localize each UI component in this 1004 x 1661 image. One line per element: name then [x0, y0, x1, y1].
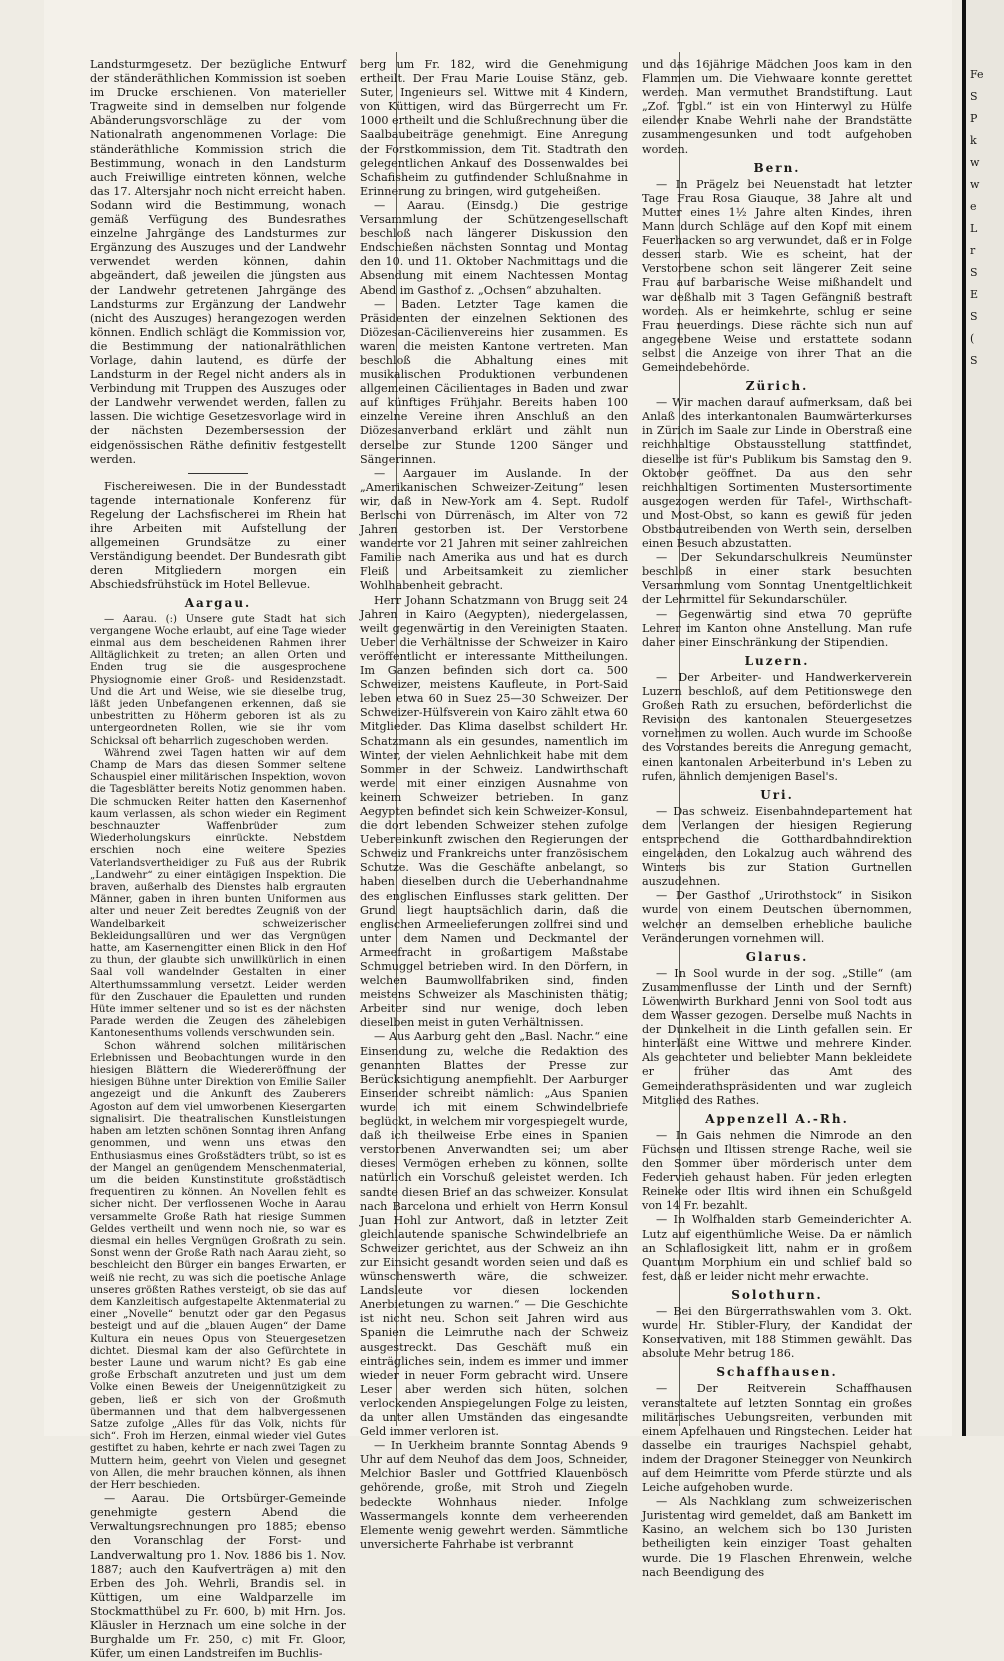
article-joos: und das 16jährige Mädchen Joos kam in den Flammen um. Die Viehwaare konnte gerettet werden. Man vermuthet Brandstiftung. Laut „Zof. Tgbl.“ ist ein von Hinterwyl zu Hülfe eilender Knabe Wehrli nahe der Brandstätte zusammengesunken und todt aufgehoben worden. [642, 58, 912, 156]
article-neumuenster: — Der Sekundarschulkreis Neumünster beschloß in einer stark besuchten Versammlung vom Sonntag Unentgeltlichkeit der Lehrmittel für Sekundarschüler. [642, 551, 912, 607]
next-page-fragments [970, 64, 1000, 372]
article-aargauer-ausland: — Aargauer im Auslande. In der „Amerikanischen Schweizer-Zeitung“ lesen wir, daß in New-York am 4. Sept. Rudolf Berlschi von Dürrenäsch, im Alter von 72 Jahren gestorben ist. Der Verstorbene wanderte vor 21 Jahren mit seiner zahlreichen Familie nach Amerika aus und hat es durch Fleiß und Arbeitsamkeit zu ziemlicher Wohlhabenheit gebracht. [360, 466, 628, 593]
section-heading-aargau: Aargau. [184, 596, 252, 611]
article-landsturmgesetz: Landsturmgesetz. Der bezügliche Entwurf der ständeräthlichen Kommission ist soeben im Drucke erschienen. Von materieller Tragweite sind in demselben nur folgende Abänderungsvorschläge zu der vom Nationalrath angenommenen Vorlage: Die ständeräthliche Kommission strich die Bestimmung, wonach in den Landsturm auch Freiwillige eintreten können, welche das 17. Altersjahr noch nicht erreicht haben. Sodann wird die Bestimmung, wonach gemäß Verfügung des Bundesrathes einzelne Jahrgänge des Landsturmes zur Ergänzung des Auszuges und der Landwehr verwendet werden können, dahin abgeändert, daß jeweilen die jüngsten aus der Landwehr getretenen Jahrgänge des Landsturms zur Ergänzung der Landwehr (nicht des Auszuges) herangezogen werden können. Endlich schlägt die Kommission vor, die Bestimmung der nationalräthlichen Vorlage, dahin lautend, es dürfe der Landsturm in der Regel nicht anders als in Verbindung mit Truppen des Auszuges oder der Landwehr verwendet werden, fallen zu lassen. Die wichtige Gesetzesvorlage wird in der nächsten Dezembersession der eidgenössischen Räthe definitiv festgestellt werden. [90, 58, 346, 466]
edge-fragment: ( [970, 332, 975, 345]
edge-fragment: L [970, 222, 978, 235]
section-heading-glarus: Glarus. [745, 949, 809, 964]
section-heading-appenzell: Appenzell A.-Rh. [705, 1111, 849, 1126]
article-gotthardbahn: — Das schweiz. Eisenbahndepartement hat dem Verlangen der hiesigen Regierung entsprechend die Gotthardbahndirektion eingeladen, den Lokalzug auch während des Winters bis zur Station Gurtnellen auszudehnen. [642, 804, 912, 889]
article-fischereiwesen: Fischereiwesen. Die in der Bundesstadt tagende internationale Konferenz für Regelung der Lachsfischerei im Rhein hat ihre Arbeiten mit Aufstellung der allgemeinen Grundsätze zu einer Verständigung beendet. Der Bundesrath gibt deren Mitgliedern morgen ein Abschiedsfrühstück im Hotel Bellevue. [90, 479, 346, 592]
article-schatzmann: Herr Johann Schatzmann von Brugg seit 24 Jahren in Kairo (Aegypten), niedergelassen, weilt gegenwärtig in den Vereinigten Staaten. Ueber die Verhältnisse der Schweizer in Kairo veröffentlicht er interessante Mittheilungen. Im Ganzen befinden sich dort ca. 500 Schweizer, meistens Kaufleute, in Port-Said leben etwa 60 in Suez 25—30 Schweizer. Der Schweizer-Hülfsverein von Kairo zählt etwa 60 Mitglieder. Das Klima daselbst schildert Hr. Schatzmann als ein gesundes, namentlich im Winter, der vielen Aehnlichkeit habe mit dem Sommer in der Schweiz. Landwirthschaft werde mit einer einzigen Ausnahme von keinem Schweizer betrieben. In ganz Aegypten befindet sich kein Schweizer-Konsul, die dort lebenden Schweizer stehen zufolge Uebereinkunft zwischen den Regierungen der Schweiz und Frankreichs unter französischem Schutze. Was die Geschäfte anbelangt, so haben dieselben durch die Ueberhandnahme des englischen Einflusses stark gelitten. Der Grund liegt hauptsächlich darin, daß die englischen Armeelieferungen zollfrei sind und unter dem Namen und Deckmantel der Armeefracht in großartigem Maßstabe Schmuggel betrieben wird. In den Dörfern, in welchen Baumwollfabriken sind, finden meistens Schweizer als Maschinisten thätig; Arbeiter sind nur wenige, doch leben dieselben meist in guten Verhältnissen. [360, 593, 628, 1030]
section-heading-uri: Uri. [760, 787, 794, 802]
edge-fragment: S [970, 90, 978, 103]
section-heading-solothurn: Solothurn. [731, 1287, 823, 1302]
article-buergerrecht: berg um Fr. 182, wird die Genehmigung ertheilt. Der Frau Marie Louise Stänz, geb. Suter, Ingenieurs sel. Wittwe mit 4 Kindern, von Küttigen, wird das Bürgerrecht um Fr. 1000 ertheilt und die Schlußrechnung über die Saalbaubeiträge genehmigt. Eine Anregung der Forstkommission, dem Tit. Stadtrath den gelegentlichen Ankauf des Dossenwaldes bei Schafisheim zu gutfindender Schlußnahme in Erinnerung zu bringen, wird gutgeheißen. [360, 58, 628, 198]
next-page-edge [962, 0, 1004, 1436]
article-obstausstellung: — Wir machen darauf aufmerksam, daß bei Anlaß des interkantonalen Baumwärterkurses in Zürich im Saale zur Linde in Oberstraß eine reichhaltige Obstausstellung stattfindet, dieselbe ist für's Publikum bis Samstag den 9. Oktober geöffnet. Da aus den sehr reichhaltigen Sortimenten Mustersortimente ausgezogen werden für Tafel-, Wirthschaft- und Most-Obst, so kann es gewiß für jeden Obstbautreibenden von Werth sein, derselben einen Besuch abzustatten. [642, 396, 912, 551]
article-aarburg: — Aus Aarburg geht den „Basl. Nachr.“ eine Einsendung zu, welche die Redaktion des genannten Blattes der Presse zur Berücksichtigung anempfiehlt. Der Aarburger Einsender schreibt nämlich: „Aus Spanien wurde ich mit einem Schwindelbriefe beglückt, in welchem mir vorgespiegelt wurde, daß ich theilweise Erbe eines in Spanien verstorbenen Anverwandten sei; um aber dieses Vermögen erheben zu können, sollte natürlich ein Vorschuß geleistet werden. Ich sandte diesen Brief an das schweizer. Konsulat nach Barcelona und erhielt von Herrn Konsul Juan Hohl zur Antwort, daß in letzter Zeit gleichlautende spanische Schwindelbriefe an Schweizer gerichtet, aus der Schweiz an ihn zur Einsicht gesandt worden seien und daß es wünschenswerth wäre, die schweizer. Landsleute vor diesen lockenden Anerbietungen zu warnen.“ — Die Geschichte ist nicht neu. Schon seit Jahren wird aus Spanien die Leimruthe nach der Schweiz ausgestreckt. Das Geschäft muß ein einträgliches sein, indem es immer und immer wieder in neuer Form gebracht wird. Unsere Leser aber werden sich hüten, solchen verlockenden Anspiegelungen Folge zu leisten, da unter allen Umständen das eingesandte Geld immer verloren ist. [360, 1030, 629, 1439]
article-schuetzen: — Aarau. (Einsdg.) Die gestrige Versammlung der Schützengesellschaft beschloß nach längerer Diskussion den Endschießen nächsten Sonntag und Montag den 10. und 11. Oktober Nachmittags und die Absendung mit einem Nachtessen Montag Abend im Gasthof z. „Ochsen“ abzuhalten. [360, 198, 628, 297]
edge-fragment: S [970, 310, 978, 323]
section-heading-bern: Bern. [753, 160, 801, 175]
article-aarau-stadt: — Aarau. (:) Unsere gute Stadt hat sich vergangene Woche erlaubt, auf eine Tage wieder einmal aus dem bescheidenen Rahmen ihrer Alltäglichkeit zu treten; an allen Orten und Enden trug sie die ausgesprochene Physiognomie einer Groß- und Residenzstadt. Und die Art und Weise, wie sie dieselbe trug, läßt jeden Unbefangenen erkennen, daß sie unbestritten zu Höherm geboren ist als zu untergeordneten Rollen, wie sie ihr vom Schicksal oft beharrlich zugeschoben werden. [90, 613, 346, 747]
section-heading-schaffhausen: Schaffhausen. [716, 1365, 838, 1380]
article-lehrer: — Gegenwärtig sind etwa 70 geprüfte Lehrer im Kanton ohne Anstellung. Man rufe daher einer Einschränkung der Stipendien. [642, 607, 912, 649]
article-arbeiterverein: — Der Arbeiter- und Handwerkerverein Luzern beschloß, auf dem Petitionswege den Großen Rath zu ersuchen, beförderlichst die Revision des kantonalen Steuergesetzes vornehmen zu wollen. Auch wurde im Schooße des Vorstandes bereits die Anregung gemacht, einen kantonalen Arbeiterbund in's Leben zu rufen, ähnlich demjenigen Basel's. [642, 670, 912, 783]
article-ortsbuerger: — Aarau. Die Ortsbürger-Gemeinde genehmigte gestern Abend die Verwaltungsrechnungen pro 1885; ebenso den Voranschlag der Forst- und Landverwaltung pro 1. Nov. 1886 bis 1. Nov. 1887; auch den Kaufverträgen a) mit den Erben des Joh. Wehrli, Brandis sel. in Küttigen, um eine Waldparzelle im Stockmatthübel zu Fr. 600, b) mit Hrn. Jos. Kläusler in Herznach um eine solche in der Burghalde um Fr. 250, c) mit Fr. Gloor, Küfer, um einen Landstreifen im Buchlis- [90, 1492, 346, 1661]
article-wolfhalden: — In Wolfhalden starb Gemeinderichter A. Lutz auf eigenthümliche Weise. Da er nämlich an Schlaflosigkeit litt, nahm er in großem Quantum Morphium ein und schlief bald so fest, daß er leider nicht mehr erwachte. [642, 1213, 912, 1283]
article-praegelz: — In Prägelz bei Neuenstadt hat letzter Tage Frau Rosa Giauque, 38 Jahre alt und Mutter eines 1½ Jahre alten Kindes, ihren Mann durch Schläge auf den Kopf mit einem Feuerhacken so arg verwundet, daß er in Folge dessen starb. Wie es scheint, hat der Verstorbene schon seit längerer Zeit seine Frau auf barbarische Weise mißhandelt und war deßhalb mit 3 Tagen Gefängniß bestraft worden. Als er heimkehrte, schlug er seine Frau neuerdings. Diese rächte sich nun auf angegebene Weise und erstattete sodann selbst die Anzeige von ihrer That an die Gemeindebehörde. [642, 177, 912, 374]
edge-fragment: w [970, 178, 980, 191]
edge-fragment: S [970, 266, 978, 279]
edge-fragment: k [970, 134, 977, 147]
edge-fragment: E [970, 288, 979, 301]
article-baden: — Baden. Letzter Tage kamen die Präsidenten der einzelnen Sektionen des Diözesan-Cäcilienvereins hier zusammen. Es waren die meisten Kantone vertreten. Man beschloß die Abhaltung eines mit musikalischen Produktionen verbundenen allgemeinen Cäcilientages in Baden und zwar auf künftiges Frühjahr. Bereits haben 100 einzelne Vereine ihren Anschluß an den Diözesanverband erklärt und zählt nun derselbe zur Stunde 1200 Sänger und Sängerinnen. [360, 297, 628, 466]
article-champ-de-mars: Während zwei Tagen hatten wir auf dem Champ de Mars das diesen Sommer seltene Schauspiel einer militärischen Inspektion, wovon die Tagesblätter bereits Notiz genommen haben. Die schmucken Reiter hatten den Kasernenhof kaum verlassen, als schon wieder ein Regiment beschnauzter Waffenbrüder zum Wiederholungskurs einrückte. Nebstdem erschien noch eine weitere Spezies Vaterlandsvertheidiger zu Fuß aus der Rubrik „Landwehr“ zu einer eintägigen Inspektion. Die braven, außerhalb des Dienstes halb ergrauten Männer, gaben in ihren bunten Uniformen aus alter und neuer Zeit beredtes Zeugniß von der Wandelbarkeit schweizerischer Bekleidungsallüren und wer das Vergnügen hatte, am Kasernengitter einen Blick in den Hof zu thun, der glaubte sich unwillkürlich in einen Saal voll wandelnder Gestalten in einer Alterthumssammlung versetzt. Leider werden für den Zuschauer die Epauletten und runden Hüte immer seltener und so ist es der nächsten Parade werden die Zeugen des zähelebigen Kantonesenthums vollends verschwunden sein. [90, 747, 346, 1040]
article-buergerrathswahlen: — Bei den Bürgerrathswahlen vom 3. Okt. wurde Hr. Stibler-Flury, der Kandidat der Konservativen, mit 188 Stimmen gewählt. Das absolute Mehr betrug 186. [642, 1304, 912, 1361]
section-heading-zuerich: Zürich. [745, 379, 809, 394]
article-theater: Schon während solchen militärischen Erlebnissen und Beobachtungen wurde in den hiesigen Blättern die Wiedereröffnung der hiesigen Bühne unter Direktion von Emilie Sailer angezeigt und die Ankunft des Zauberers Agoston auf dem viel umworbenen Kiesergarten signalisirt. Die theatralischen Kunstleistungen haben am letzten schönen Sonntag ihren Anfang genommen, und wenn uns etwas den Enthusiasmus eines Großstädters trübt, so ist es der Mangel an genügendem Menschenmaterial, um die beiden Kunstinstitute großstädtisch frequentiren zu können. An Novellen fehlt es sicher nicht. Der verflossenen Woche in Aarau versammelte Große Rath hat riesige Summen Geldes vertheilt und wenn noch nie, so war es diesmal ein helles Vergnügen Großrath zu sein. Sonst wenn der Große Rath nach Aarau zieht, so beschleicht den Bürger ein banges Erwarten, er weiß nie recht, zu was sich die poetische Anlage unseres größten Rathes versteigt, ob sie das auf dem Kanzleitisch aufgestapelte Aktenmaterial zu einer „Novelle“ benutzt oder gar den Pegasus besteigt und auf die „blauen Augen“ der Dame Kultura ein neues Opus von Steuergesetzen dichtet. Diesmal kam der also Gefürchtete in bester Laune und warum nicht? Es gab eine große Erbschaft anzutreten und just um dem Volke einen Beweis der Uneigennützigkeit zu geben, ließ er sich von der Großmuth übermannen und that dem halbvergessenen Satze zufolge „Alles für das Volk, nichts für sich“. Froh im Herzen, einmal wieder viel Gutes gestiftet zu haben, kehrte er nach zwei Tagen zu Muttern heim, geehrt von Vielen und gesegnet von Allen, die mehr brauchen können, als ihnen der Herr beschieden. [90, 1040, 346, 1491]
separator [188, 473, 248, 474]
edge-fragment: r [970, 244, 976, 257]
edge-fragment: S [970, 354, 978, 367]
newspaper-page [44, 0, 952, 1661]
column-2 [360, 58, 629, 1551]
edge-fragment: w [970, 156, 980, 169]
column-1 [90, 58, 346, 1661]
edge-fragment: P [970, 112, 978, 125]
article-juristentag: — Als Nachklang zum schweizerischen Juristentag wird gemeldet, daß am Bankett im Kasino, an welchem sich bo 130 Juristen betheiligten kein einziger Toast gehalten wurde. Die 19 Flaschen Ehrenwein, welche nach Beendigung des [642, 1495, 912, 1579]
column-3 [642, 58, 912, 1579]
article-urirothstock: — Der Gasthof „Urirothstock“ in Sisikon wurde von einem Deutschen übernommen, welcher an demselben erhebliche bauliche Veränderungen vornehmen will. [642, 889, 912, 945]
article-reitverein: — Der Reitverein Schaffhausen veranstaltete auf letzten Sonntag ein großes militärisches Uebungsreiten, verbunden mit einem Apfelhauen und Ringstechen. Leider hat dasselbe ein trauriges Nachspiel gehabt, indem der Dragoner Steinegger von Neunkirch auf dem Heimritte vom Pferde stürzte und als Leiche aufgehoben wurde. [642, 1382, 912, 1495]
edge-fragment: e [970, 200, 977, 213]
article-sool: — In Sool wurde in der sog. „Stille“ (am Zusammenflusse der Linth und der Sernft) Löwenwirth Burkhard Jenni von Sool todt aus dem Wasser gezogen. Derselbe muß Nachts in der Dunkelheit in die Linth gefallen sein. Er hinterläßt eine Wittwe und mehrere Kinder. Als geachteter und beliebter Mann bekleidete er früher das Amt des Gemeinderathspräsidenten und war zugleich Mitglied des Rathes. [642, 966, 912, 1107]
article-gais: — In Gais nehmen die Nimrode an den Füchsen und Iltissen strenge Rache, weil sie den Sommer über mörderisch unter dem Federvieh gehaust haben. Für jeden erlegten Reineke oder Iltis wird ihnen ein Schußgeld von 14 Fr. bezahlt. [642, 1128, 912, 1213]
edge-fragment: Fe [970, 68, 984, 81]
article-uerkheim: — In Uerkheim brannte Sonntag Abends 9 Uhr auf dem Neuhof das dem Joos, Schneider, Melchior Basler und Gottfried Klauenbösch gehörende, große, mit Stroh und Ziegeln bedeckte Wohnhaus nieder. Infolge Wassermangels konnte dem verheerenden Elemente wenig gewehrt werden. Sämmtliche unversicherte Fahrhabe ist verbrannt [360, 1439, 628, 1551]
section-heading-luzern: Luzern. [744, 653, 810, 668]
